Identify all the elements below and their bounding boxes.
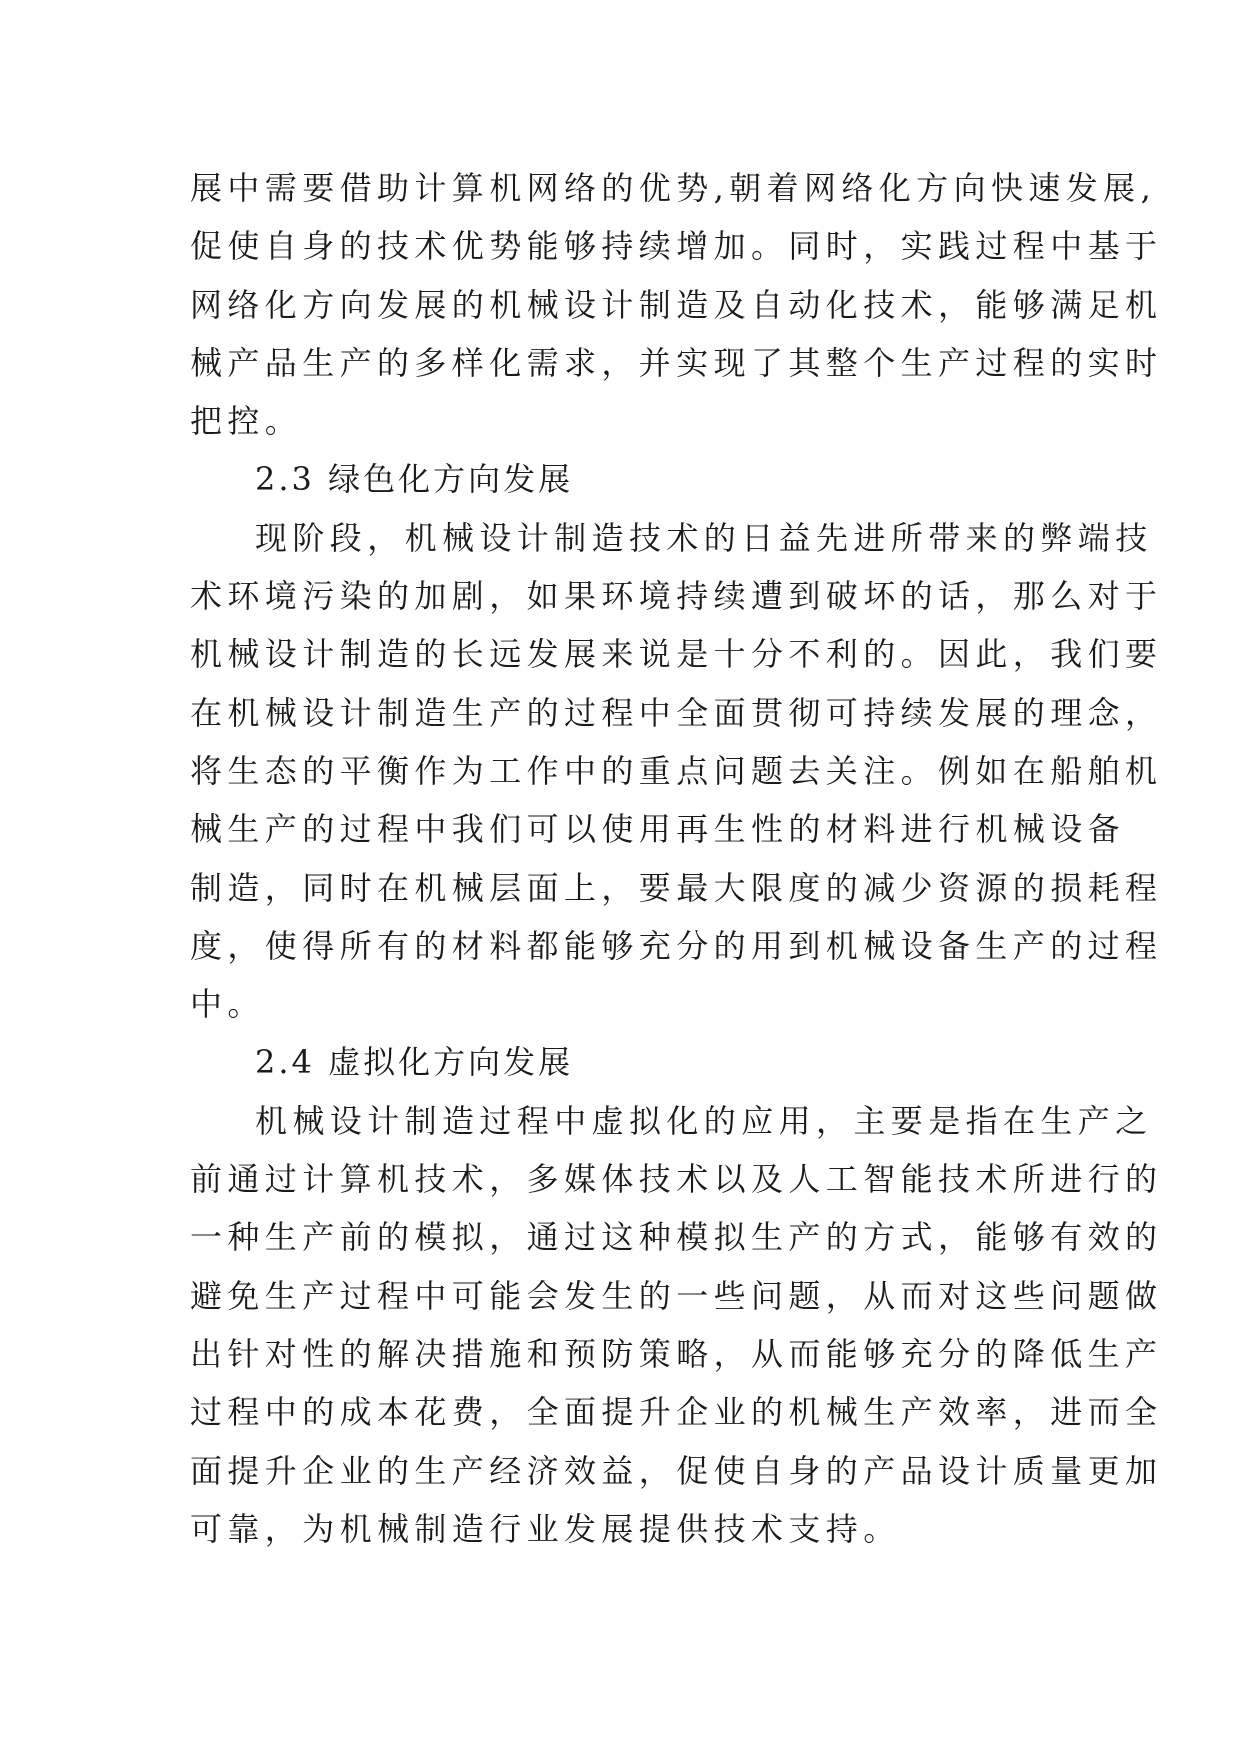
body-text [190,159,1163,1558]
text-line: 械生产的过程中我们可以使用再生性的材料进行机械设备 [190,810,1126,849]
text-line: 度，使得所有的材料都能够充分的用到机械设备生产的过程 [190,926,1163,965]
text-line: 避免生产过程中可能会发生的一些问题，从而对这些问题做 [190,1276,1163,1315]
text-line: 中。 [190,985,265,1024]
section-heading-2-4: 2.4 虚拟化方向发展 [255,1043,574,1082]
text-line: 在机械设计制造生产的过程中全面贯彻可持续发展的理念， [190,693,1163,732]
text-line: 促使自身的技术优势能够持续增加。同时，实践过程中基于 [190,227,1163,266]
text-line: 可靠，为机械制造行业发展提供技术支持。 [190,1509,901,1548]
section-heading-2-3: 2.3 绿色化方向发展 [255,460,574,499]
text-line: 前通过计算机技术，多媒体技术以及人工智能技术所进行的 [190,1160,1163,1199]
text-line: 过程中的成本花费，全面提升企业的机械生产效率，进而全 [190,1393,1163,1432]
text-line: 把控。 [190,402,303,441]
text-line: 械产品生产的多样化需求，并实现了其整个生产过程的实时 [190,343,1163,382]
text-line: 机械设计制造的长远发展来说是十分不利的。因此，我们要 [190,635,1163,674]
text-line: 一种生产前的模拟，通过这种模拟生产的方式，能够有效的 [190,1218,1163,1257]
text-line: 出针对性的解决措施和预防策略，从而能够充分的降低生产 [190,1334,1163,1373]
text-line: 面提升企业的生产经济效益，促使自身的产品设计质量更加 [190,1451,1163,1490]
text-line: 制造，同时在机械层面上，要最大限度的减少资源的损耗程 [190,868,1163,907]
text-line: 网络化方向发展的机械设计制造及自动化技术，能够满足机 [190,285,1163,324]
paragraph-start: 机械设计制造过程中虚拟化的应用，主要是指在生产之 [255,1101,1153,1140]
text-line: 术环境污染的加剧，如果环境持续遭到破坏的话，那么对于 [190,577,1163,616]
text-line: 展中需要借助计算机网络的优势,朝着网络化方向快速发展, [190,169,1157,207]
text-line: 将生态的平衡作为工作中的重点问题去关注。例如在船舶机 [190,751,1163,790]
paragraph-start: 现阶段，机械设计制造技术的日益先进所带来的弊端技 [255,518,1153,557]
